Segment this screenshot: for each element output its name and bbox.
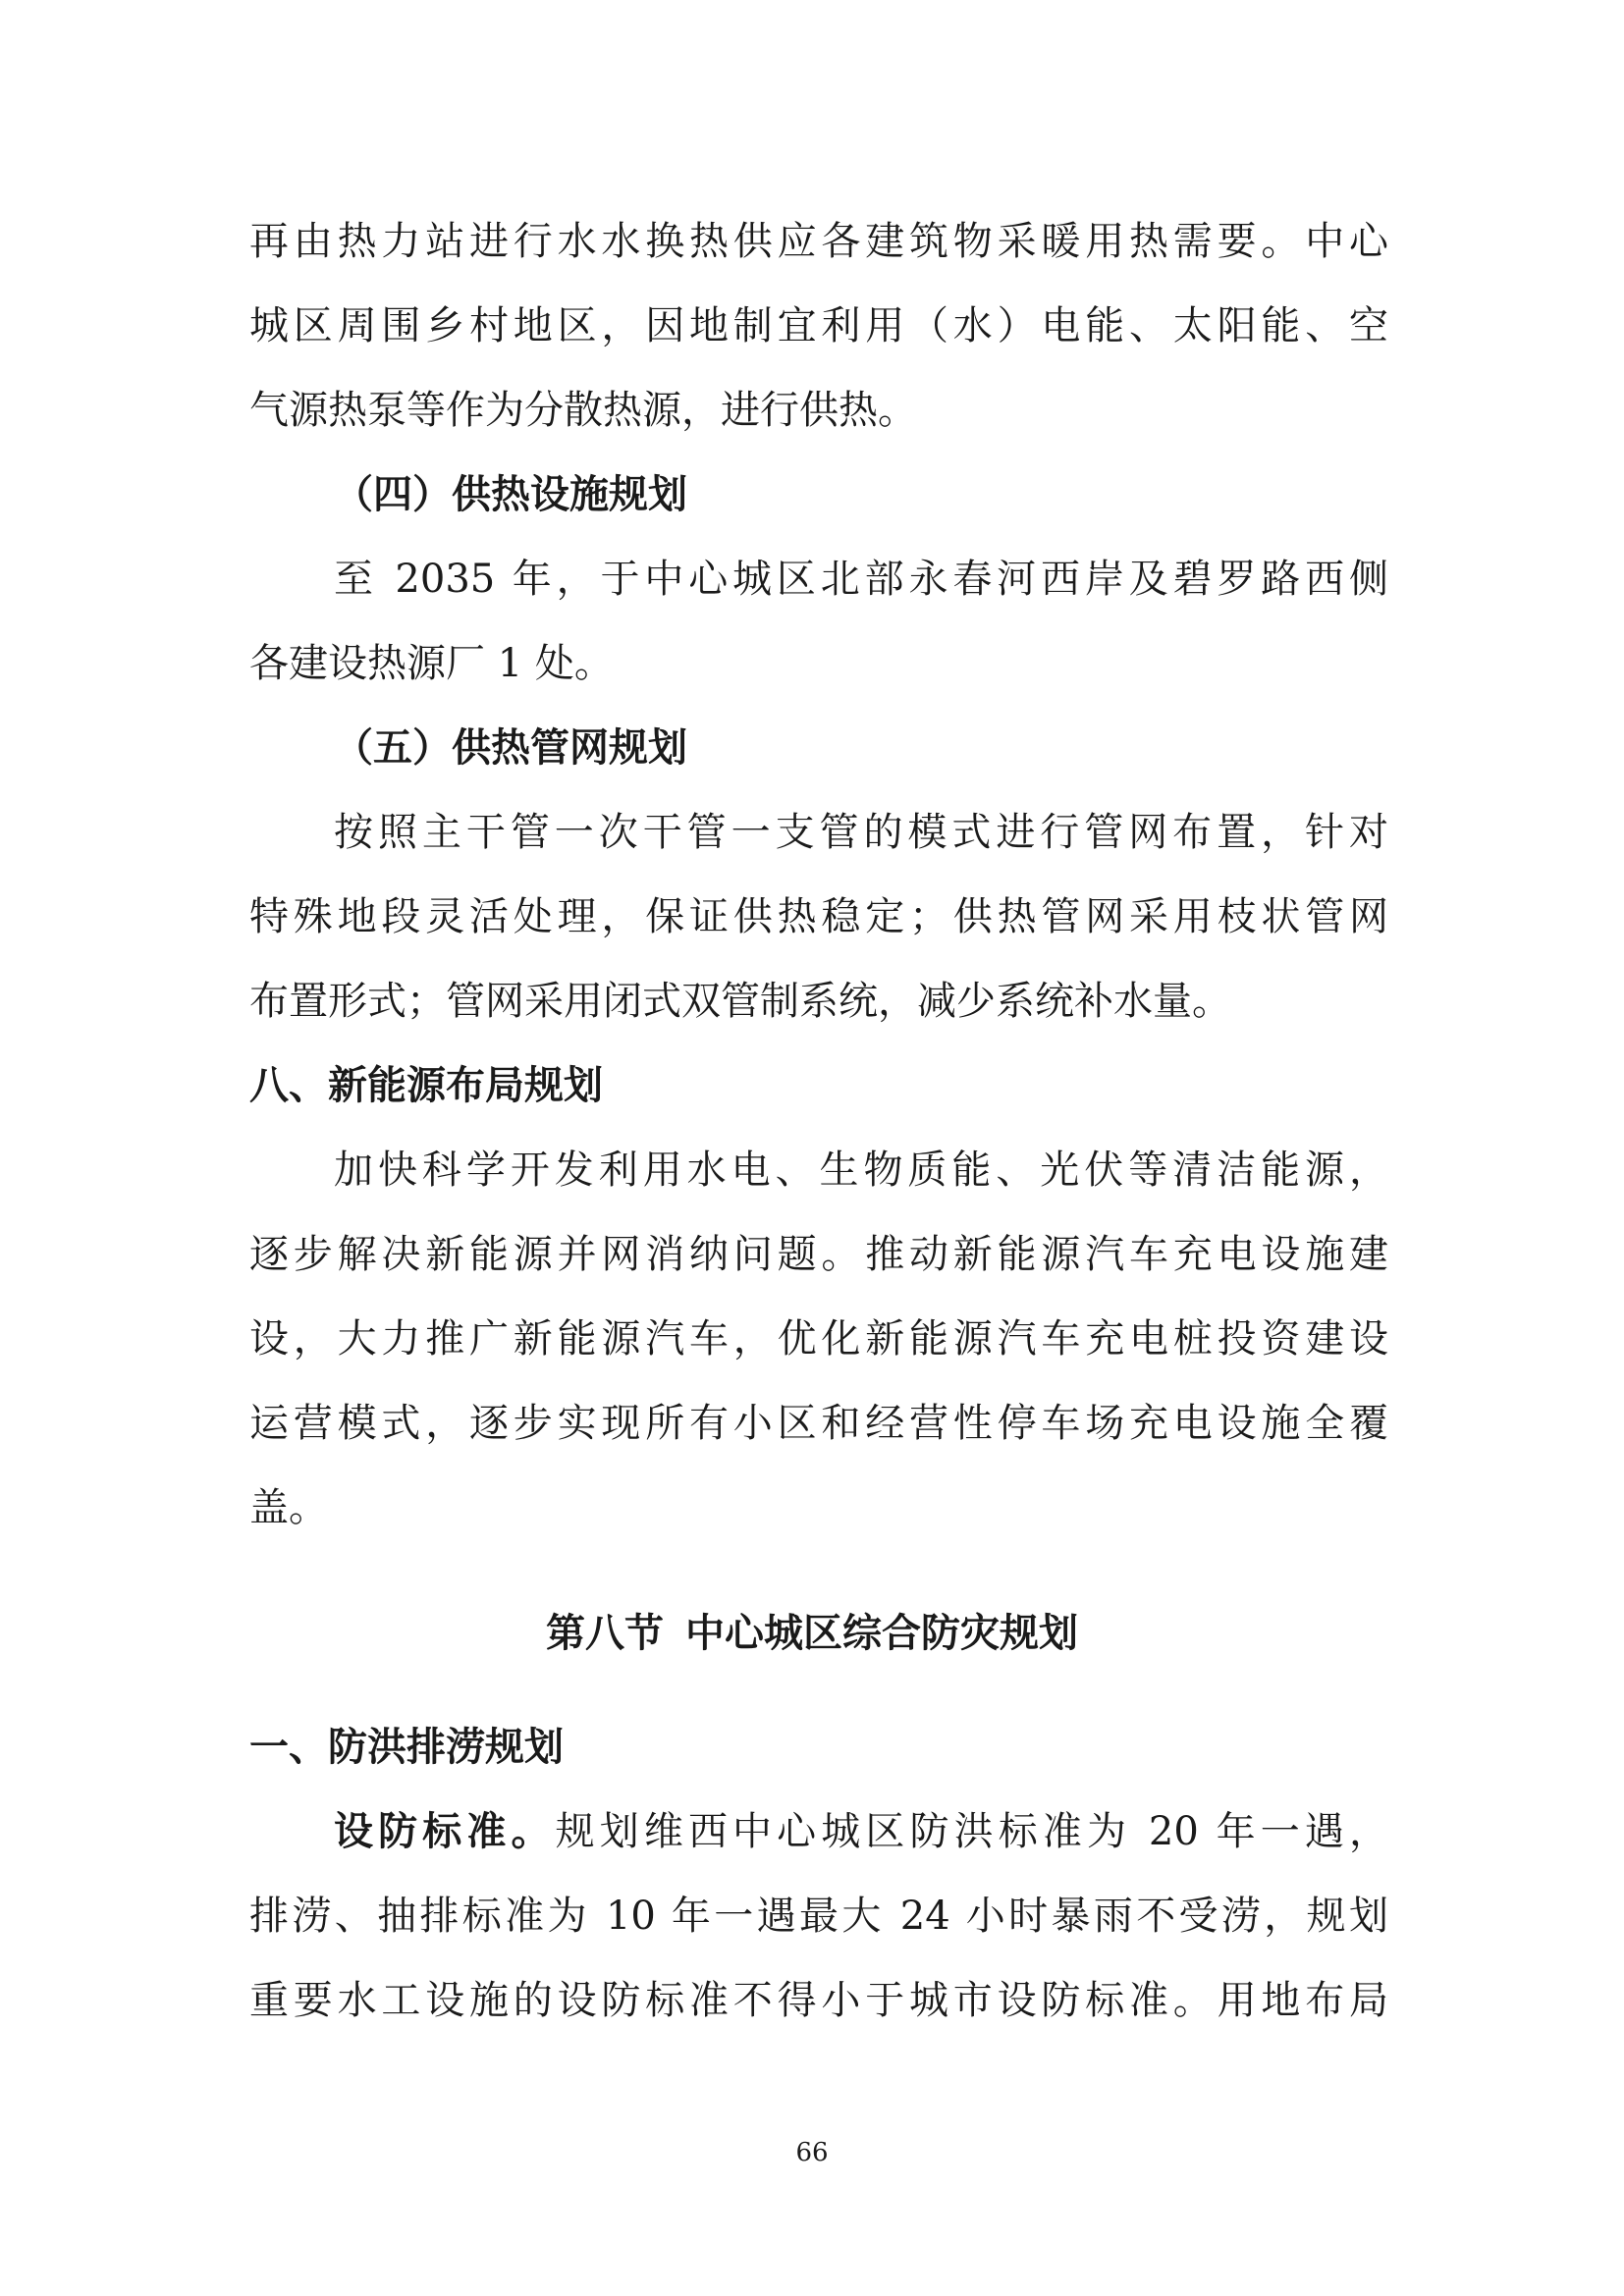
paragraph-line: 特殊地段灵活处理，保证供热稳定；供热管网采用枝状管网 xyxy=(249,894,1388,939)
paragraph-line: 重要水工设施的设防标准不得小于城市设防标准。用地布局 xyxy=(249,1978,1388,2023)
paragraph-line: 逐步解决新能源并网消纳问题。推动新能源汽车充电设施建 xyxy=(249,1232,1388,1277)
section-name: 中心城区综合防灾规划 xyxy=(685,1611,1078,1656)
subheading-heating-facilities: （四）供热设施规划 xyxy=(334,472,687,517)
paragraph-line: 设，大力推广新能源汽车，优化新能源汽车充电桩投资建设 xyxy=(249,1316,1388,1362)
paragraph-line xyxy=(334,1804,1388,1859)
heading-flood-control: 一、防洪排涝规划 xyxy=(249,1725,564,1770)
paragraph-line: 盖。 xyxy=(249,1485,328,1530)
heading-new-energy: 八、新能源布局规划 xyxy=(249,1063,603,1108)
bold-lead-text: 设防标准。 xyxy=(334,1809,556,1854)
paragraph-line: 各建设热源厂 1 处。 xyxy=(249,641,614,686)
paragraph-line: 布置形式；管网采用闭式双管制系统，减少系统补水量。 xyxy=(249,979,1231,1024)
section-title xyxy=(0,1606,1624,1661)
paragraph-line: 排涝、抽排标准为 10 年一遇最大 24 小时暴雨不受涝，规划 xyxy=(249,1894,1388,1939)
paragraph-text: 规划维西中心城区防洪标准为 20 年一遇， xyxy=(555,1809,1389,1854)
paragraph-line: 再由热力站进行水水换热供应各建筑物采暖用热需要。中心 xyxy=(249,219,1388,264)
paragraph-line: 至 2035 年，于中心城区北部永春河西岸及碧罗路西侧 xyxy=(334,557,1388,602)
page-number: 66 xyxy=(795,2138,829,2167)
paragraph-line: 运营模式，逐步实现所有小区和经营性停车场充电设施全覆 xyxy=(249,1401,1388,1446)
paragraph-line: 气源热泵等作为分散热源，进行供热。 xyxy=(249,388,917,433)
subheading-heating-network: （五）供热管网规划 xyxy=(334,725,687,771)
paragraph-line: 城区周围乡村地区，因地制宜利用（水）电能、太阳能、空 xyxy=(249,303,1388,348)
paragraph-line: 加快科学开发利用水电、生物质能、光伏等清洁能源， xyxy=(334,1148,1388,1193)
paragraph-line: 按照主干管一次干管一支管的模式进行管网布置，针对 xyxy=(334,810,1388,855)
section-number: 第八节 xyxy=(546,1611,664,1656)
